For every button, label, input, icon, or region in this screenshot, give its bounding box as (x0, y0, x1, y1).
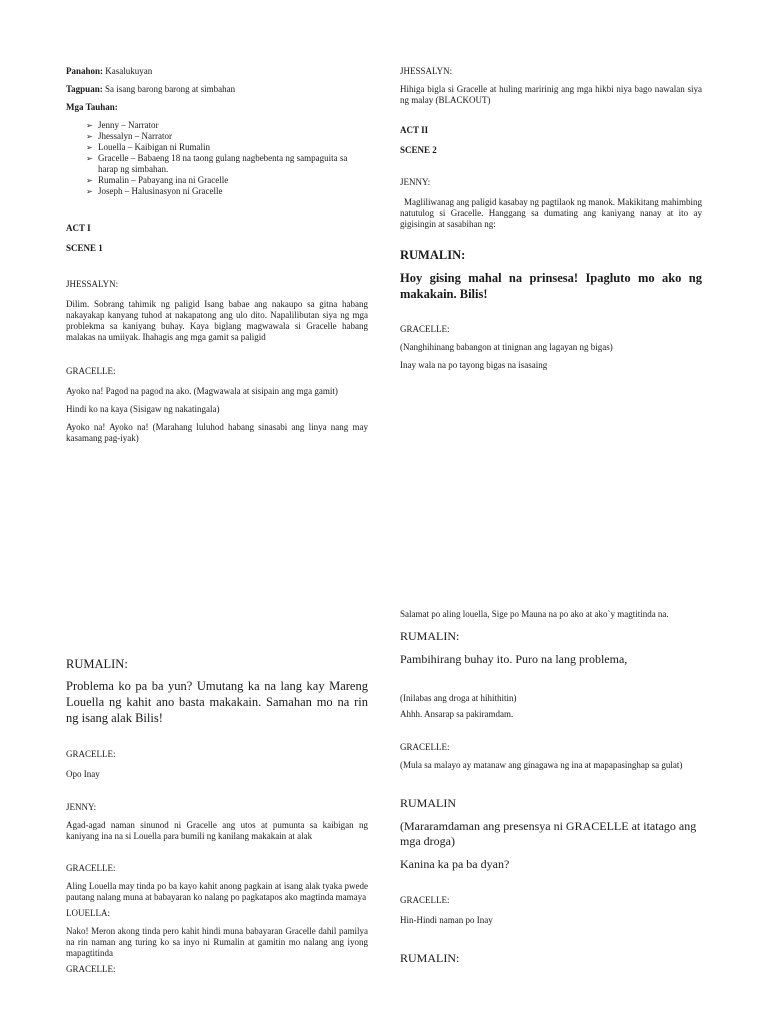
speaker-label: LOUELLA: (66, 908, 110, 918)
scene-heading: SCENE 1 (66, 243, 103, 253)
tagpuan-value: Sa isang barong barong at simbahan (102, 84, 236, 94)
page-3 (66, 656, 368, 975)
cast-item-text: Rumalin – Pabayang ina ni Gracelle (98, 175, 229, 185)
cast-item-text: Joseph – Halusinasyon ni Gracelle (98, 186, 223, 196)
arrow-bullet-icon: ➢ (86, 143, 93, 152)
mga-tauhan-label: Mga Tauhan: (66, 102, 118, 112)
speaker-label: JHESSALYN: (400, 66, 453, 76)
stage-direction-large: (Mararamdaman ang presensya ni GRACELLE at itatago ang mga droga) (400, 819, 697, 848)
speaker-label-large: RUMALIN: (400, 248, 466, 262)
dialogue-line: Ahhh. Ansarap sa pakiramdam. (400, 709, 514, 719)
arrow-bullet-icon: ➢ (86, 132, 93, 141)
dialogue-line: Inay wala na po tayong bigas na isasaing (400, 360, 548, 370)
speaker-label-large: RUMALIN: (400, 951, 460, 965)
speaker-label: GRACELLE: (66, 366, 116, 376)
cast-item (86, 175, 368, 186)
act-heading: ACT II (400, 125, 429, 135)
stage-direction: (Mula sa malayo ay matanaw ang ginagawa ng ina at mapapasinghap sa gulat) (400, 760, 683, 770)
dialogue-line-large: Kanina ka pa ba dyan? (400, 857, 510, 871)
cast-item-text: Louella – Kaibigan ni Rumalin (98, 142, 210, 152)
narration-text: Dilim. Sobrang tahimik ng paligid Isang babae ang nakaupo sa gitna habang nakayakap kanyang tuhod at nakapatong ang ulo dito. Napalilibutan siya ng mga problekma sa kaniyang buhay. Kaya biglang magwawala si Gracelle habang malakas na umiiyak. Ihahagis ang mga gamit sa paligid (66, 299, 368, 342)
cast-item (86, 142, 368, 153)
arrow-bullet-icon: ➢ (86, 187, 93, 196)
dialogue-line: Hin-Hindi naman po Inay (400, 915, 493, 925)
dialogue-line-large: Problema ko pa ba yun? Umutang ka na lang kay Mareng Louella ng kahit ano basta makakain. Samahan mo na rin ng isang alak Bilis! (66, 679, 368, 725)
tagpuan-label: Tagpuan: (66, 84, 103, 94)
dialogue-line-large: Pambihirang buhay ito. Puro na lang problema, (400, 652, 628, 666)
narration-text: Hihiga bigla si Gracelle at huling maririnig ang mga hikbi niya bago nawalan siya ng malay (BLACKOUT) (400, 84, 702, 105)
cast-item (86, 120, 368, 131)
cast-item-text: Gracelle – Babaeng 18 na taong gulang nagbebenta ng sampaguita sa harap ng simbahan. (98, 153, 348, 174)
speaker-label-large: RUMALIN: (66, 657, 128, 671)
page-1 (66, 66, 368, 444)
dialogue-line: Nako! Meron akong tinda pero kahit hindi muna babayaran Gracelle dahil pamilya na rin naman ang turing ko sa inyo ni Rumalin at gamitin mo nalang ang iyong mapagtitinda (66, 926, 368, 958)
cast-item (86, 153, 368, 175)
dialogue-line-large: Hoy gising mahal na prinsesa! Ipagluto mo ako ng makakain. Bilis! (400, 271, 702, 301)
dialogue-line: Hindi ko na kaya (Sisigaw ng nakatingala) (66, 404, 220, 414)
stage-direction: (Nanghihinang babangon at tinignan ang lagayan ng bigas) (400, 342, 613, 352)
speaker-label: JENNY: (66, 802, 97, 812)
speaker-label: GRACELLE: (400, 895, 450, 905)
act-heading: ACT I (66, 223, 91, 233)
cast-item (86, 131, 368, 142)
cast-item-text: Jhessalyn – Narrator (98, 131, 172, 141)
speaker-label: GRACELLE: (66, 964, 116, 974)
stage-direction: (Inilabas ang droga at hihithitin) (400, 693, 517, 703)
dialogue-line: Ayoko na! Pagod na pagod na ako. (Magwawala at sisipain ang mga gamit) (66, 386, 338, 396)
speaker-label: GRACELLE: (66, 749, 116, 759)
panahon-value: Kasalukuyan (103, 66, 153, 76)
tagpuan-line (66, 84, 368, 95)
narration-text: Agad-agad naman sinunod ni Gracelle ang utos at pumunta sa kaibigan ng kaniyang ina na si Louella para bumili ng kanilang makakain at alak (66, 820, 368, 841)
speaker-label: JENNY: (400, 177, 431, 187)
speaker-label-large: RUMALIN: (400, 629, 460, 643)
speaker-label: GRACELLE: (400, 324, 450, 334)
speaker-label: GRACELLE: (400, 742, 450, 752)
dialogue-line: Ayoko na! Ayoko na! (Marahang luluhod habang sinasabi ang linya nang may kasamang pag-iyak) (66, 422, 368, 443)
dialogue-line: Opo Inay (66, 769, 100, 779)
panahon-label: Panahon: (66, 66, 104, 76)
narration-text: Magliliwanag ang paligid kasabay ng pagtilaok ng manok. Makikitang mahimbing natutulog si Gracelle. Hanggang sa dumating ang kaniyang nanay at ito ay gigisingin at sasabihan ng: (400, 197, 702, 229)
panahon-line (66, 66, 368, 77)
page-4 (400, 609, 702, 966)
cast-item-text: Jenny – Narrator (98, 120, 159, 130)
page-2 (400, 66, 702, 371)
speaker-label-large: RUMALIN (400, 796, 456, 810)
arrow-bullet-icon: ➢ (86, 121, 93, 130)
arrow-bullet-icon: ➢ (86, 154, 93, 163)
scene-heading: SCENE 2 (400, 145, 437, 155)
cast-list (86, 120, 368, 197)
cast-item (86, 186, 368, 197)
speaker-label: GRACELLE: (66, 863, 116, 873)
arrow-bullet-icon: ➢ (86, 176, 93, 185)
dialogue-line: Salamat po aling louella, Sige po Mauna na po ako at ako`y magtitinda na. (400, 609, 669, 619)
dialogue-line: Aling Louella may tinda po ba kayo kahit anong pagkain at isang alak tyaka pwede pautang nalang muna at babayaran ko nalang po pagkatapos ako magtinda mamaya (66, 881, 368, 902)
speaker-label: JHESSALYN: (66, 279, 119, 289)
